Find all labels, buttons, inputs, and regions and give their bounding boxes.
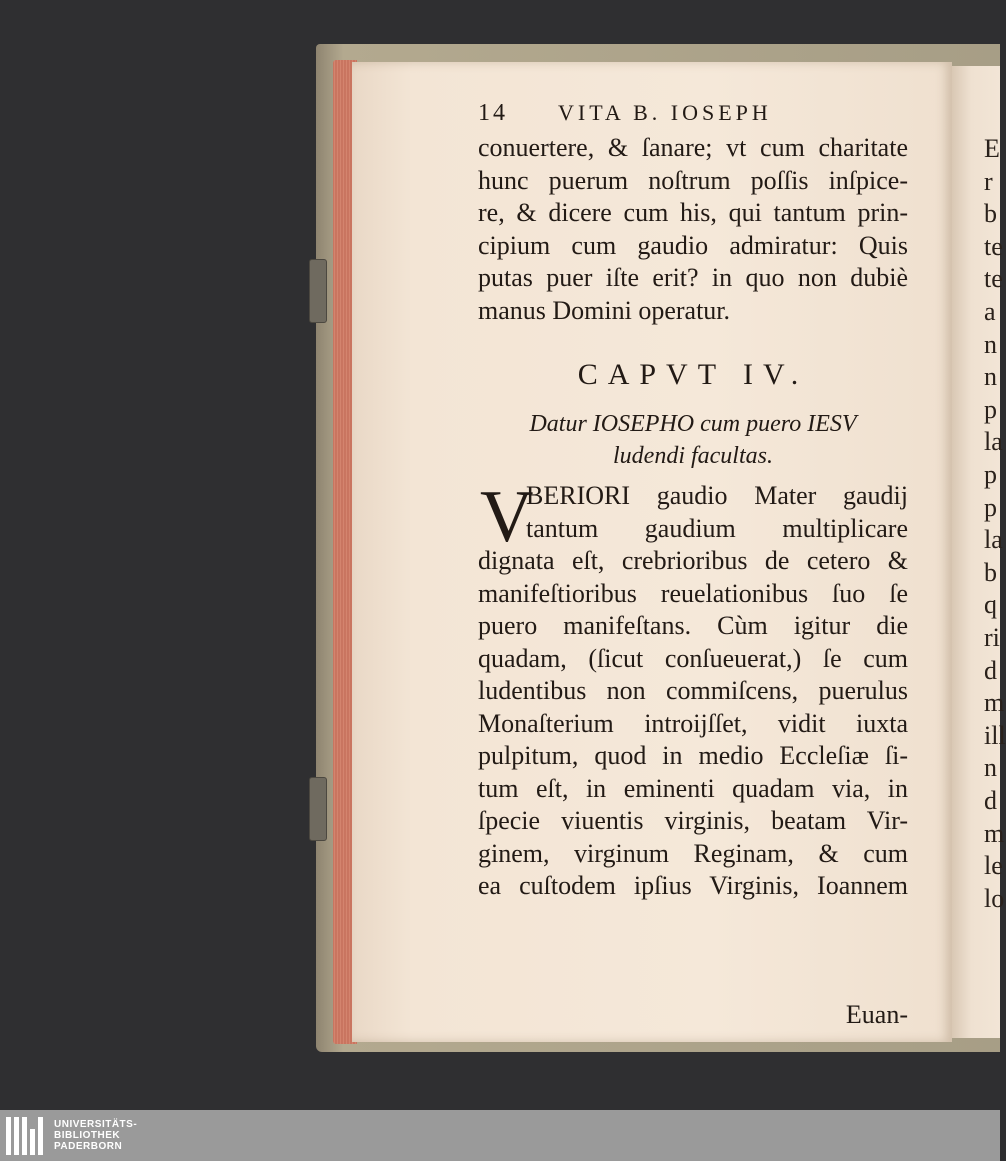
- facing-page-fragment: m: [984, 818, 1005, 848]
- facing-page-fragment: la: [984, 525, 1003, 555]
- facing-page-fragment: la: [984, 427, 1003, 457]
- facing-page-fragment: ri: [984, 623, 1000, 652]
- facing-page-fragment: lo: [984, 883, 1005, 913]
- facing-page-fragment: E: [984, 134, 1000, 163]
- facing-page-fragment: p: [984, 394, 997, 424]
- chapter-subtitle-line2: ludendi facultas.: [613, 443, 773, 469]
- chapter-body: [478, 476, 908, 903]
- text-line: hunc puerum noſtrum poſſis inſpice-: [478, 165, 908, 195]
- library-name: [54, 1119, 137, 1152]
- page-text: [478, 100, 908, 1029]
- text-line: ea cuſtodem ipſius Virginis, Ioannem: [478, 871, 908, 900]
- text-line: re, & dicere cum his, qui tantum prin-: [478, 198, 908, 227]
- facing-page-fragment: n: [984, 753, 997, 783]
- text-line: putas puer iſte erit? in quo non dubiè: [478, 263, 908, 292]
- facing-page-fragment: d: [984, 655, 997, 685]
- facing-page-fragment: n: [984, 362, 997, 392]
- facing-page-fragment: d: [984, 786, 997, 815]
- text-line: quadam, (ſicut conſueuerat,) ſe cum: [478, 643, 908, 673]
- library-name-line1: UNIVERSITÄTS-: [54, 1119, 138, 1130]
- library-logo-icon: [6, 1110, 46, 1161]
- text-line: conuertere, & ſanare; vt cum charitate: [478, 133, 908, 162]
- facing-page-fragment: a: [984, 297, 996, 326]
- drop-initial: V: [480, 476, 534, 558]
- text-line: cipium cum gaudio admiratur: Quis: [478, 230, 908, 260]
- text-line: BERIORI gaudio Mater gaudij: [526, 481, 908, 510]
- text-line: manus Domini operatur.: [478, 295, 731, 325]
- library-footer: [0, 1110, 1000, 1161]
- text-before-chapter: [478, 132, 908, 327]
- text-line: manifeſtioribus reuelationibus ſuo ſe: [478, 578, 908, 608]
- text-line: tantum gaudium multiplicare: [526, 513, 908, 543]
- text-line: ginem, virginum Reginam, & cum: [478, 838, 908, 868]
- facing-page-fragment: r: [984, 166, 993, 196]
- facing-page-fragment: b: [984, 557, 997, 587]
- library-name-line3: PADERBORN: [54, 1141, 123, 1152]
- facing-page-fragment: m: [984, 688, 1005, 718]
- book-clasp-bottom: [309, 777, 327, 841]
- running-head: VITA B. IOSEPH: [558, 100, 772, 125]
- text-line: Monaſterium introijſſet, vidit iuxta: [478, 708, 908, 738]
- book-clasp-top: [309, 259, 327, 323]
- text-line: pulpitum, quod in medio Eccleſiæ ſi-: [478, 741, 908, 770]
- library-name-line2: BIBLIOTHEK: [54, 1130, 121, 1141]
- text-line: puero manifeſtans. Cùm igitur die: [478, 611, 908, 640]
- facing-page-fragment: p: [984, 460, 997, 489]
- facing-page-fragment: b: [984, 199, 997, 229]
- text-line: tum eſt, in eminenti quadam via, in: [478, 773, 908, 803]
- chapter-subtitle-line1: Datur IOSEPHO cum puero IESV: [529, 411, 857, 437]
- facing-page-fragment: le: [984, 851, 1003, 881]
- facing-page: [952, 66, 1006, 1038]
- facing-page-fragment: q: [984, 590, 997, 620]
- facing-page-fragment: ill: [984, 720, 1006, 750]
- facing-page-fragment: te: [984, 264, 1003, 294]
- chapter-heading: CAPVT IV.: [577, 358, 809, 391]
- facing-page-fragment: p: [984, 492, 997, 522]
- text-line: ludentibus non commiſcens, puerulus: [478, 676, 908, 705]
- text-line: dignata eſt, crebrioribus de cetero &: [478, 546, 908, 575]
- text-line: ſpecie viuentis virginis, beatam Vir-: [478, 806, 908, 835]
- page-number: 14: [478, 100, 508, 126]
- page-header: [478, 100, 908, 132]
- facing-page-fragment: te: [984, 231, 1003, 261]
- facing-page-fragment: n: [984, 329, 997, 359]
- catchword: Euan-: [845, 1000, 908, 1029]
